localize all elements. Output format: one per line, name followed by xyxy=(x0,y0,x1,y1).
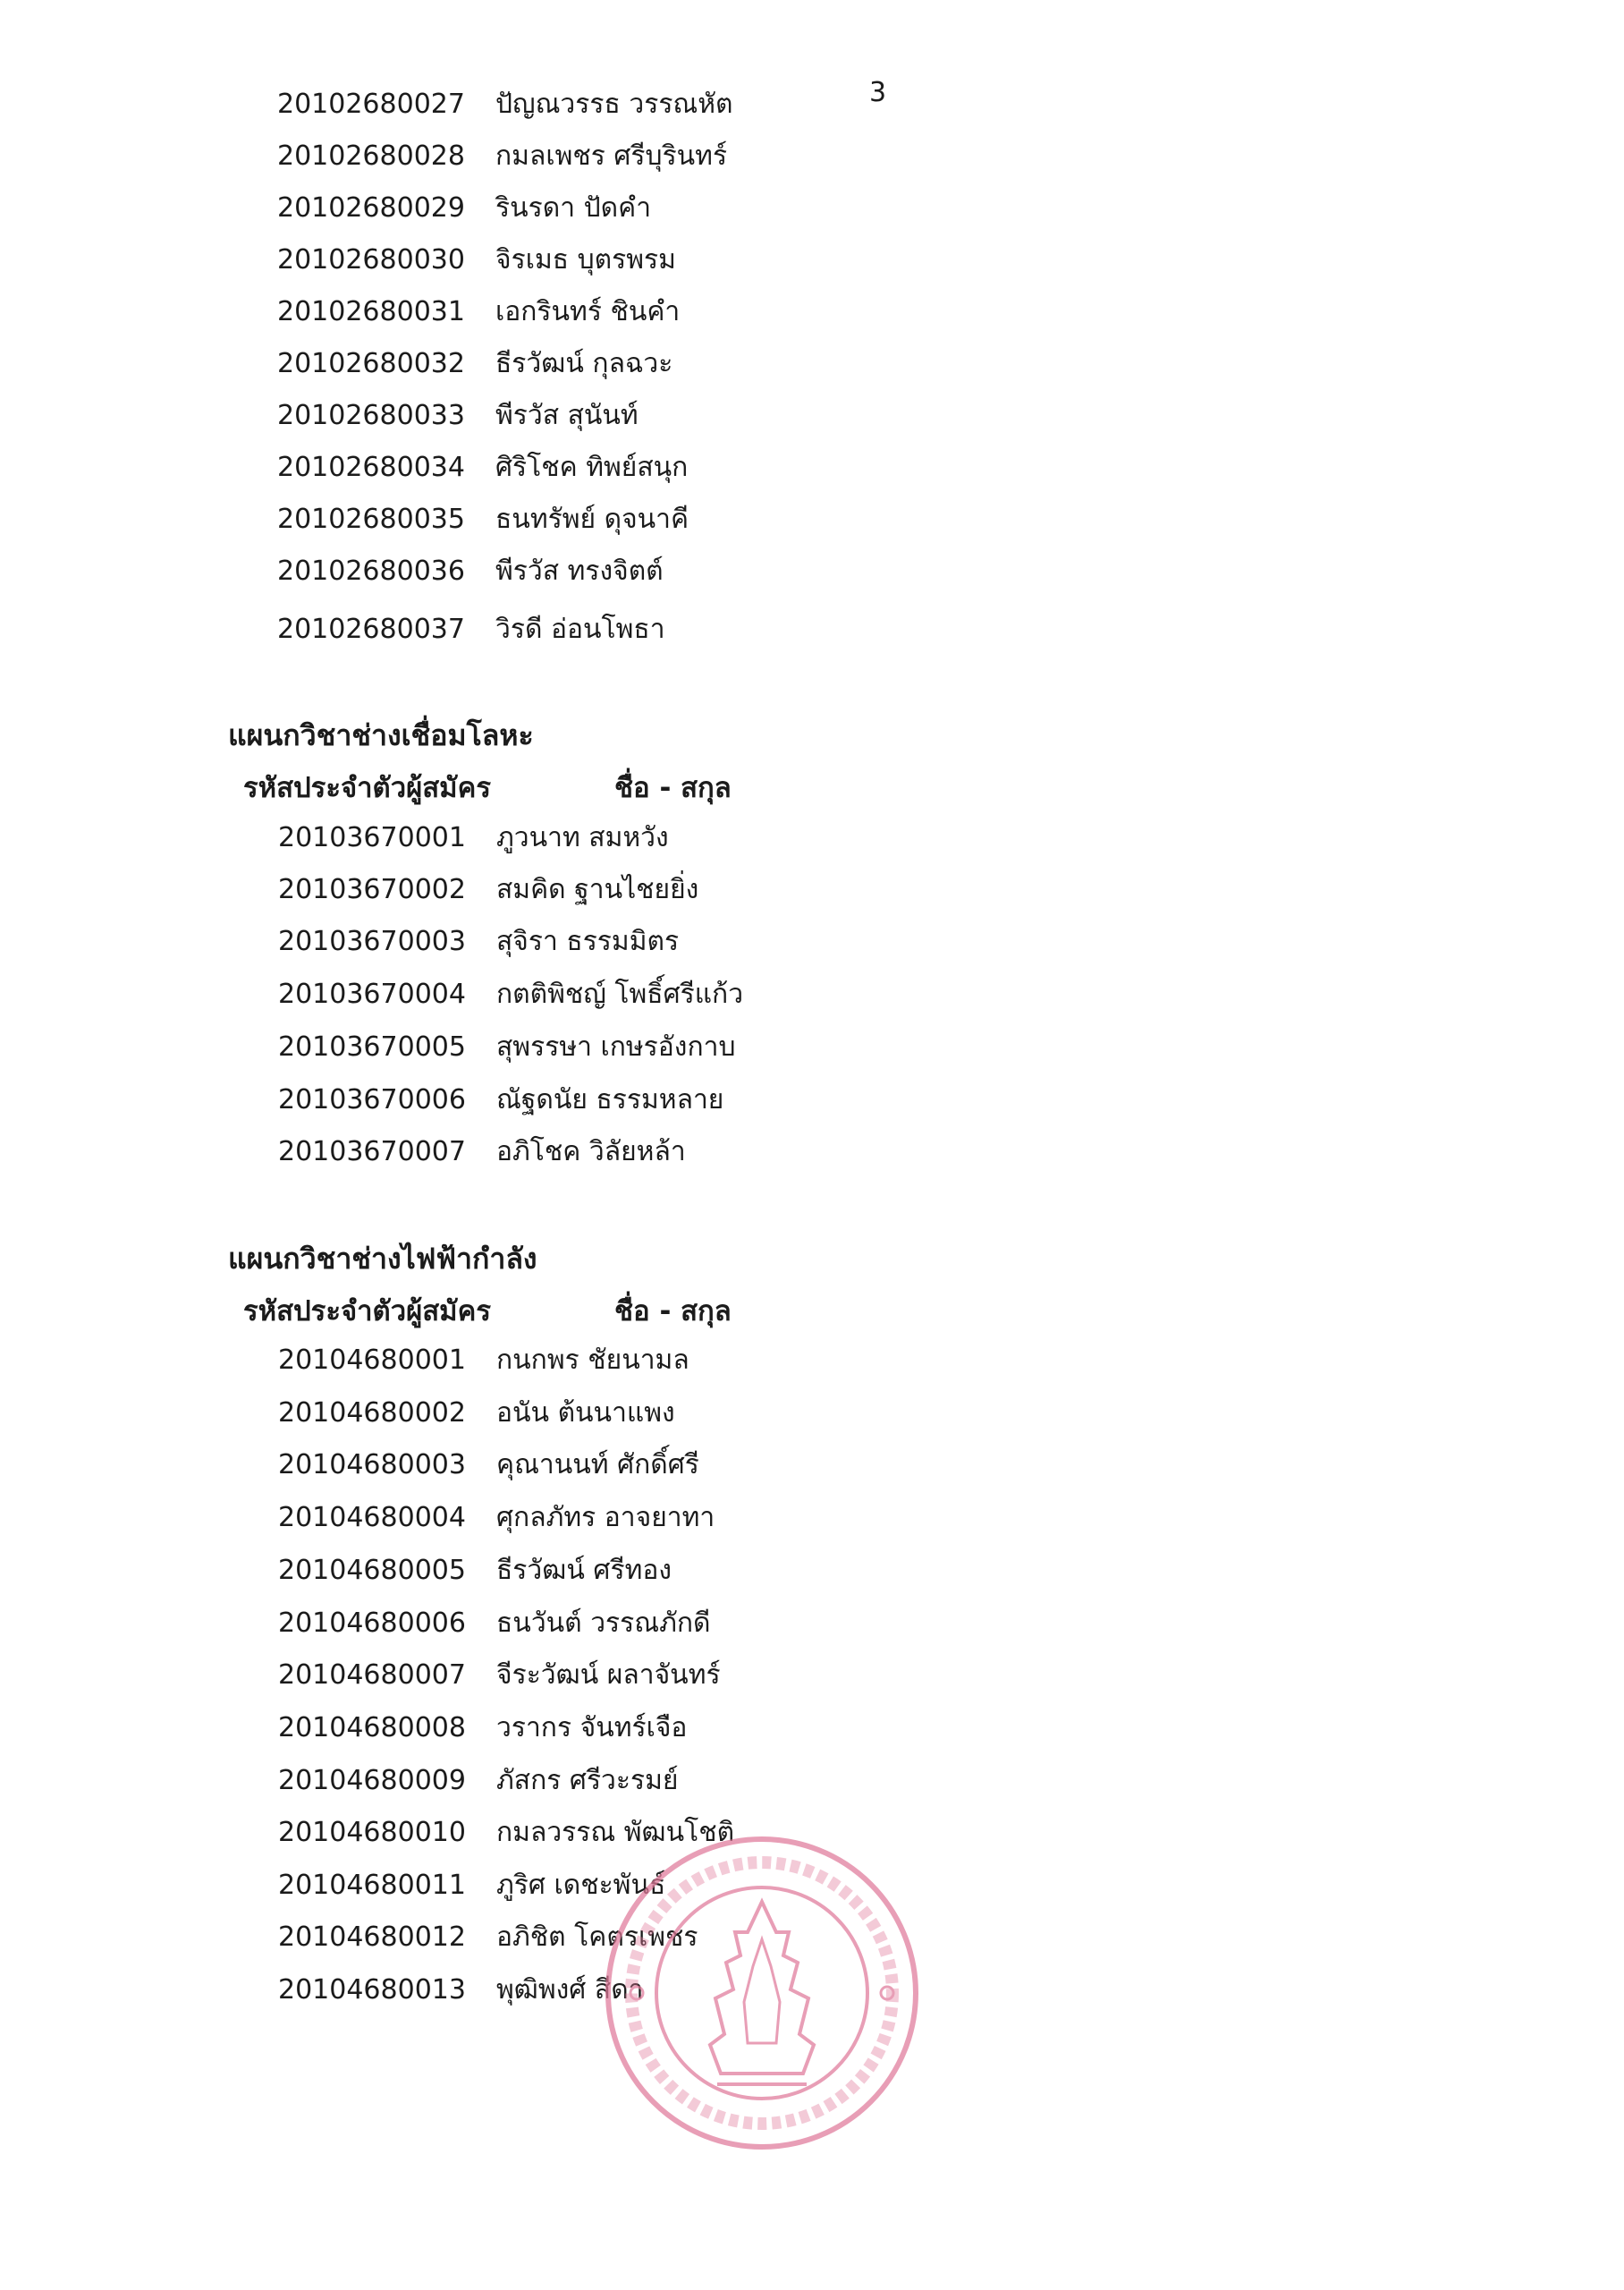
column-header-id: รหัสประจำตัวผู้สมัคร xyxy=(243,1295,492,1327)
applicant-id: 20104680005 xyxy=(278,1555,466,1586)
applicant-name: วรากร จันทร์เจือ xyxy=(496,1712,688,1743)
seal-inner-ring xyxy=(656,1887,867,2099)
applicant-name: เอกรินทร์ ชินคำ xyxy=(495,296,681,327)
applicant-name: อนัน ต้นนาแพง xyxy=(496,1397,675,1429)
applicant-name: ภูริศ เดชะพันธ์ xyxy=(496,1870,666,1901)
section-title: แผนกวิชาช่างไฟฟ้ากำลัง xyxy=(228,1242,537,1276)
applicant-id: 20102680030 xyxy=(277,244,465,276)
official-seal-stamp xyxy=(601,1832,923,2154)
applicant-name: ธนวันต์ วรรณภักดี xyxy=(496,1607,711,1639)
applicant-name: สุพรรษา เกษรอังกาบ xyxy=(496,1031,736,1063)
applicant-id: 20102680033 xyxy=(277,400,465,431)
applicant-id: 20103670005 xyxy=(278,1031,466,1063)
applicant-id: 20102680028 xyxy=(277,140,465,172)
applicant-name: กตติพิชญ์ โพธิ์ศรีแก้ว xyxy=(496,979,744,1010)
applicant-id: 20102680037 xyxy=(277,614,465,645)
applicant-id: 20103670002 xyxy=(278,874,466,905)
applicant-id: 20103670006 xyxy=(278,1084,466,1115)
page-number: 3 xyxy=(869,77,887,108)
applicant-id: 20102680035 xyxy=(277,504,465,535)
applicant-name: ณัฐดนัย ธรรมหลาย xyxy=(496,1084,724,1115)
applicant-id: 20104680010 xyxy=(278,1817,466,1848)
applicant-id: 20104680003 xyxy=(278,1449,466,1480)
applicant-name: สมคิด ฐานไชยยิ่ง xyxy=(496,874,699,905)
applicant-id: 20103670007 xyxy=(278,1136,466,1167)
seal-emblem xyxy=(710,1902,814,2074)
applicant-name: ปัญณวรรธ วรรณหัต xyxy=(495,89,733,120)
seal-emblem-inner xyxy=(744,1939,780,2043)
applicant-id: 20102680036 xyxy=(277,556,465,587)
applicant-name: จิรเมธ บุตรพรม xyxy=(495,244,676,276)
applicant-id: 20103670004 xyxy=(278,979,466,1010)
applicant-name: ธีรวัฒน์ ศรีทอง xyxy=(496,1555,672,1586)
applicant-id: 20104680006 xyxy=(278,1607,466,1639)
applicant-id: 20102680029 xyxy=(277,192,465,224)
applicant-name: สุจิรา ธรรมมิตร xyxy=(496,926,680,957)
seal-outer-ring xyxy=(608,1839,916,2147)
applicant-name: รินรดา ปัดคำ xyxy=(495,192,652,224)
applicant-name: กมลเพชร ศรีบุรินทร์ xyxy=(495,140,728,172)
applicant-name: ธนทรัพย์ ดุจนาคี xyxy=(495,504,689,535)
applicant-id: 20104680009 xyxy=(278,1765,466,1796)
applicant-name: วิรดี อ่อนโพธา xyxy=(495,614,665,645)
applicant-name: ศิริโชค ทิพย์สนุก xyxy=(495,452,689,483)
applicant-id: 20102680034 xyxy=(277,452,465,483)
applicant-id: 20103670001 xyxy=(278,822,466,853)
applicant-name: กนกพร ชัยนามล xyxy=(496,1344,689,1376)
applicant-id: 20104680012 xyxy=(278,1921,466,1953)
applicant-name: อภิโชค วิลัยหล้า xyxy=(496,1136,686,1167)
applicant-name: ศุกลภัทร อาจยาทา xyxy=(496,1502,715,1533)
applicant-name: ภูวนาท สมหวัง xyxy=(496,822,669,853)
applicant-id: 20102680032 xyxy=(277,348,465,379)
applicant-name: จีระวัฒน์ ผลาจันทร์ xyxy=(496,1659,721,1691)
applicant-id: 20104680011 xyxy=(278,1870,466,1901)
applicant-id: 20104680004 xyxy=(278,1502,466,1533)
applicant-id: 20104680007 xyxy=(278,1659,466,1691)
section-title: แผนกวิชาช่างเชื่อมโลหะ xyxy=(228,718,534,752)
applicant-id: 20103670003 xyxy=(278,926,466,957)
applicant-id: 20104680002 xyxy=(278,1397,466,1429)
applicant-name: กมลวรรณ พัฒนโชติ xyxy=(496,1817,735,1848)
applicant-name: ภัสกร ศรีวะรมย์ xyxy=(496,1765,679,1796)
applicant-name: อภิชิต โคตรเพชร xyxy=(496,1921,698,1953)
applicant-id: 20104680001 xyxy=(278,1344,466,1376)
applicant-name: พีรวัส สุนันท์ xyxy=(495,400,639,431)
applicant-name: พีรวัส ทรงจิตต์ xyxy=(495,556,664,587)
applicant-name: พุฒิพงศ์ สีดา xyxy=(496,1974,644,2006)
applicant-id: 20102680031 xyxy=(277,296,465,327)
applicant-name: ธีรวัฒน์ กุลฉวะ xyxy=(495,348,673,379)
applicant-id: 20102680027 xyxy=(277,89,465,120)
column-header-name: ชื่อ - สกุล xyxy=(614,772,732,804)
applicant-id: 20104680008 xyxy=(278,1712,466,1743)
column-header-id: รหัสประจำตัวผู้สมัคร xyxy=(243,772,492,804)
column-header-name: ชื่อ - สกุล xyxy=(614,1295,732,1327)
applicant-id: 20104680013 xyxy=(278,1974,466,2006)
applicant-name: คุณานนท์ ศักดิ์ศรี xyxy=(496,1449,699,1480)
